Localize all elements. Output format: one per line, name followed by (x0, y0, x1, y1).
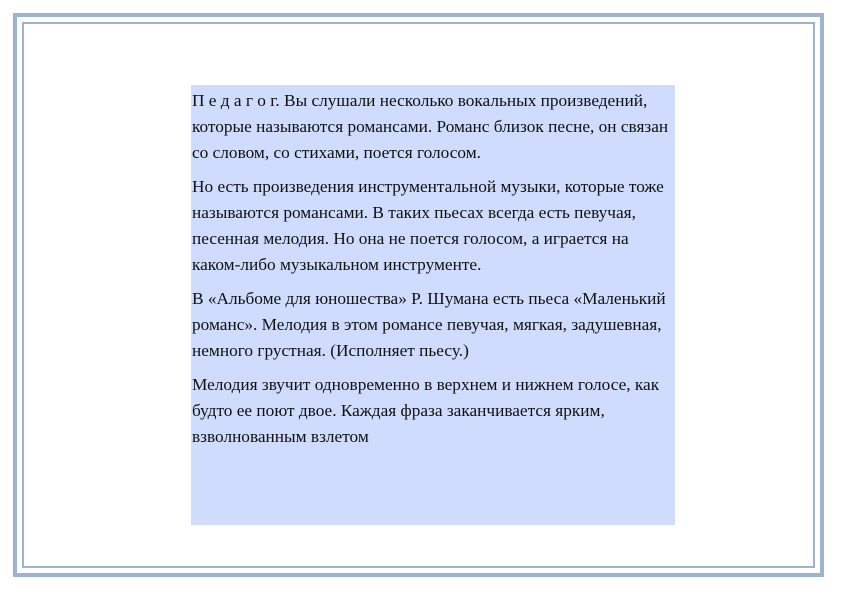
paragraph-instrumental-romances: Но есть произведения инструментальной музыки, которые тоже называются романсами. В таких пьесах всегда есть певучая, песенная мелодия. Но она не поется голосом, а играется на каком-либо музыкальном инструменте. (192, 177, 664, 274)
paragraph-melody-description: Мелодия звучит одновременно в верхнем и нижнем голосе, как будто ее поют двое. Каждая фраза заканчивается ярким, взволнованным взлетом (192, 375, 660, 446)
paragraph-teacher-intro: П е д а г о г. Вы слушали несколько вокальных произведений, которые называются романсами. Романс близок песне, он связан со словом, со стихами, поется голосом. (192, 91, 669, 162)
text-block (191, 85, 675, 525)
paragraph-schumann-album: В «Альбоме для юношества» Р. Шумана есть пьеса «Маленький романс». Мелодия в этом романсе певучая, мягкая, задушевная, немного грустная. (Исполняет пьесу.) (192, 289, 666, 360)
